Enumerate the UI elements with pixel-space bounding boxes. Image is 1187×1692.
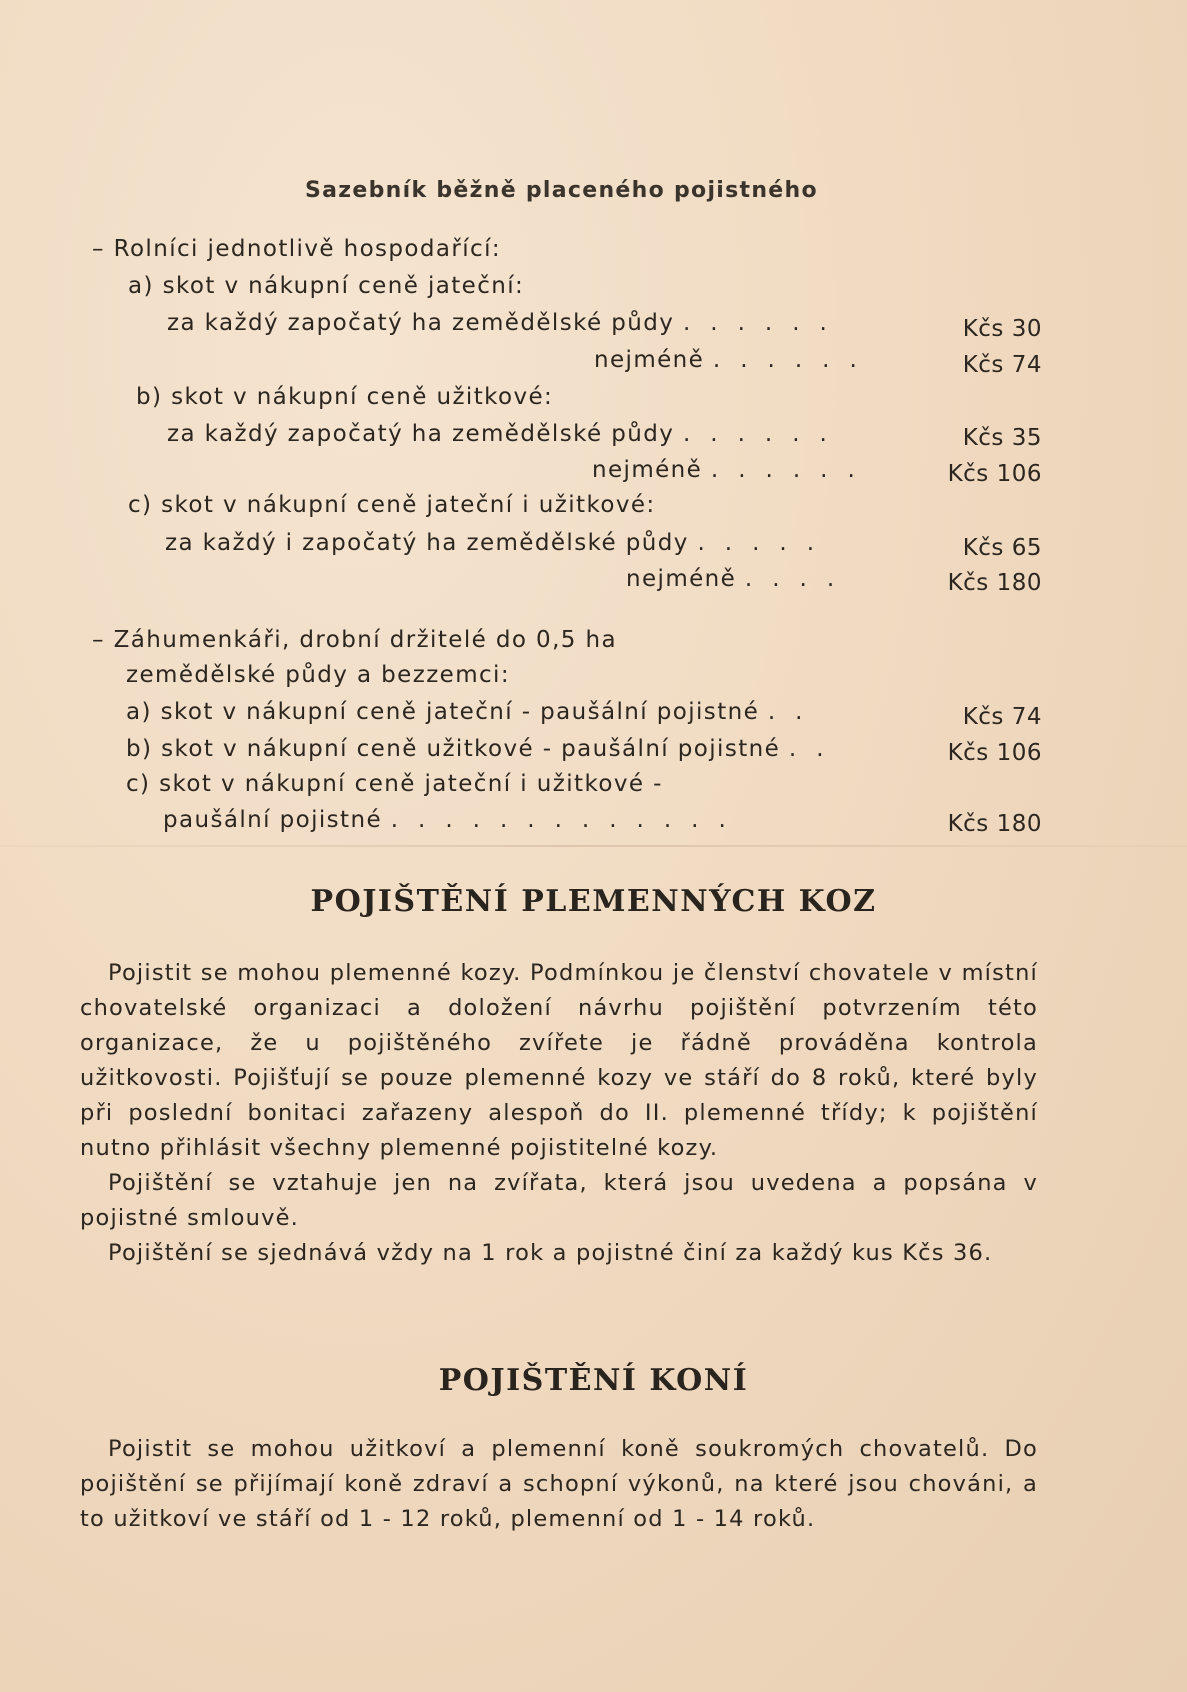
section1-item-c-line2: nejméně .... [626, 566, 855, 592]
section1-item-c-label: c) skot v nákupní ceně jateční i užitkové: [128, 492, 656, 518]
goats-paragraph-2: Pojištění se vztahuje jen na zvířata, která jsou uvedena a popsána v pojistné smlouvě. [80, 1170, 1038, 1231]
section2-item-b-amount: Kčs 106 [947, 740, 1042, 766]
section2-item-c-amount: Kčs 180 [947, 811, 1042, 837]
section1-item-a-amount2: Kčs 74 [962, 352, 1042, 378]
section1-item-b-amount1: Kčs 35 [962, 425, 1042, 451]
section2-item-a-amount: Kčs 74 [962, 704, 1042, 730]
section2-header-line1: – Záhumenkáři, drobní držitelé do 0,5 ha [92, 627, 618, 653]
section1-item-b-amount2: Kčs 106 [947, 461, 1042, 487]
horses-text [80, 1432, 1038, 1537]
goats-paragraph-3: Pojištění se sjednává vždy na 1 rok a pojistné činí za každý kus Kčs 36. [108, 1240, 993, 1266]
section1-item-b-line2: nejméně ...... [592, 457, 875, 483]
section2-item-b: b) skot v nákupní ceně užitkové - paušální pojistné .. [126, 736, 844, 762]
section1-item-a-line1: za každý započatý ha zemědělské půdy ...... [167, 310, 847, 336]
section1-header: – Rolníci jednotlivě hospodařící: [92, 236, 502, 262]
section2-item-c-line1: c) skot v nákupní ceně jateční i užitkové - [126, 771, 663, 797]
goats-heading: POJIŠTĚNÍ PLEMENNÝCH KOZ [310, 884, 877, 919]
section1-item-b-line1: za každý započatý ha zemědělské půdy ...... [167, 421, 847, 447]
horses-heading: POJIŠTĚNÍ KONÍ [438, 1363, 749, 1398]
goats-paragraph-1: Pojistit se mohou plemenné kozy. Podmínkou je členství chovatele v místní chovatelské organizaci a doložení návrhu pojištění potvrzením této organizace, že u pojištěného zvířete je řádně prováděna kontrola užitkovosti. Pojišťují se pouze plemenné kozy ve stáří do 8 roků, které byly při poslední bonitaci zařazeny alespoň do II. plemenné třídy; k pojištění nutno přihlásit všechny plemenné pojistitelné kozy. [80, 960, 1038, 1161]
section1-item-a-amount1: Kčs 30 [962, 316, 1042, 342]
horses-paragraph-1: Pojistit se mohou užitkoví a plemenní koně soukromých chovatelů. Do pojištění se přijímají koně zdraví a schopní výkonů, na které jsou chováni, a to užitkoví ve stáří od 1 - 12 roků, plemenní od 1 - 14 roků. [80, 1436, 1038, 1532]
section2-header-line2: zemědělské půdy a bezzemci: [126, 662, 511, 688]
section1-item-c-amount2: Kčs 180 [947, 570, 1042, 596]
paper-fold [0, 845, 1187, 847]
section1-item-b-label: b) skot v nákupní ceně užitkové: [136, 384, 554, 410]
section1-item-a-line2: nejméně ...... [594, 347, 877, 373]
section2-item-c-line2: paušální pojistné ............. [163, 807, 746, 833]
goats-text [80, 956, 1038, 1271]
section2-item-a: a) skot v nákupní ceně jateční - paušální pojistné .. [126, 699, 823, 725]
rate-table-title: Sazebník běžně placeného pojistného [305, 178, 818, 203]
section1-item-a-label: a) skot v nákupní ceně jateční: [128, 273, 525, 299]
section1-item-c-amount1: Kčs 65 [962, 535, 1042, 561]
section1-item-c-line1: za každý i započatý ha zemědělské půdy ..... [165, 530, 835, 556]
